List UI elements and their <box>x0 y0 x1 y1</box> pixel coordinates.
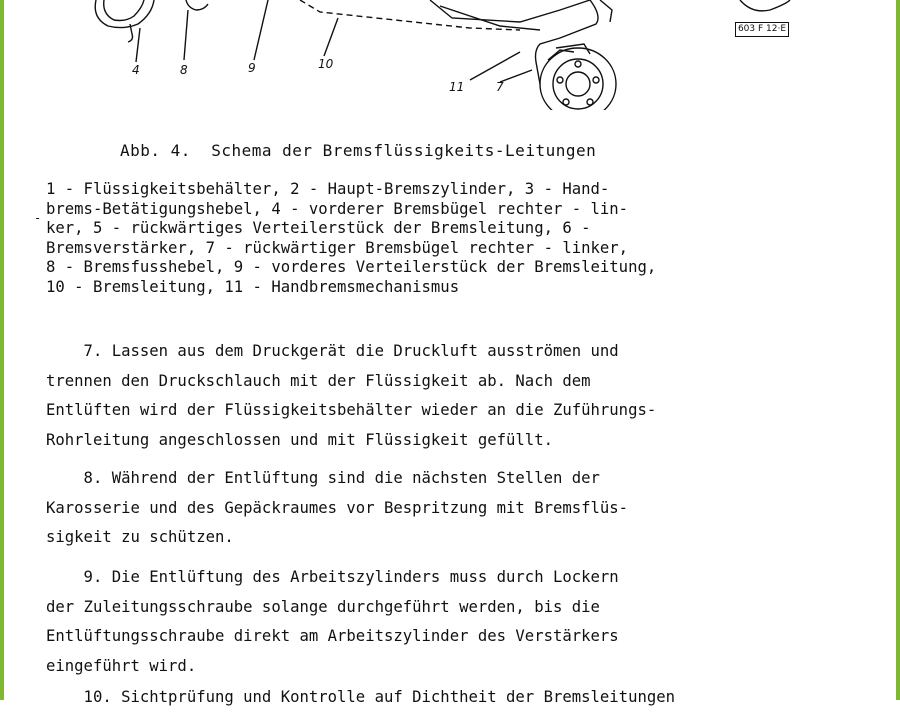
paragraph-line: Karosserie und des Gepäckraumes vor Bespritzung mit Bremsflüs- <box>46 498 629 517</box>
figure-label-8: 8 <box>180 63 188 77</box>
paragraph-line: eingeführt wird. <box>46 656 197 675</box>
paragraph-7 <box>46 337 656 455</box>
figure-caption: Abb. 4. Schema der Bremsflüssigkeits-Leitungen <box>120 141 597 160</box>
paragraph-line: Entlüften wird der Flüssigkeitsbehälter wieder an die Zuführungs- <box>46 401 657 419</box>
legend-line: Bremsverstärker, 7 - rückwärtiger Bremsbügel rechter - linker, <box>46 238 629 257</box>
legend-line: 1 - Flüssigkeitsbehälter, 2 - Haupt-Bremszylinder, 3 - Hand- <box>46 180 610 198</box>
legend-line: ker, 5 - rückwärtiges Verteilerstück der Bremsleitung, 6 - <box>46 219 591 237</box>
paragraph-line: der Zuleitungsschraube solange durchgeführt werden, bis die <box>46 597 600 616</box>
legend-line: 8 - Bremsfusshebel, 9 - vorderes Verteilerstück der Bremsleitung, <box>46 258 657 276</box>
paragraph-8 <box>46 464 628 553</box>
margin-mark: - <box>34 211 42 225</box>
legend-line: brems-Betätigungshebel, 4 - vorderer Bremsbügel rechter - lin- <box>46 199 629 218</box>
brake-line-diagram <box>0 0 900 110</box>
paragraph-10 <box>46 683 675 713</box>
paragraph-line: Entlüftungsschraube direkt am Arbeitszylinder des Verstärkers <box>46 627 619 645</box>
paragraph-9 <box>46 563 619 681</box>
figure-label-10: 10 <box>318 57 334 71</box>
paragraph-line: 9. Die Entlüftung des Arbeitszylinders muss durch Lockern <box>46 568 619 586</box>
paragraph-line: sigkeit zu schützen. <box>46 528 234 546</box>
paragraph-line: 7. Lassen aus dem Druckgerät die Druckluft ausströmen und <box>46 342 619 360</box>
figure-label-9: 9 <box>248 61 256 75</box>
figure-label-11: 11 <box>449 80 465 94</box>
legend-line: 10 - Bremsleitung, 11 - Handbremsmechanismus <box>46 277 460 296</box>
figure-legend <box>46 180 656 297</box>
paragraph-line: 8. Während der Entlüftung sind die nächsten Stellen der <box>46 469 600 487</box>
figure-label-7: 7 <box>496 80 504 94</box>
paragraph-line: 10. Sichtprüfung und Kontrolle auf Dichtheit der Bremsleitungen <box>46 688 676 706</box>
paragraph-line: Rohrleitung angeschlossen und mit Flüssigkeit gefüllt. <box>46 430 553 449</box>
figure-code-box: 603 F 12·E <box>735 22 789 37</box>
paragraph-line: trennen den Druckschlauch mit der Flüssigkeit ab. Nach dem <box>46 371 591 390</box>
figure-label-4: 4 <box>132 63 140 77</box>
